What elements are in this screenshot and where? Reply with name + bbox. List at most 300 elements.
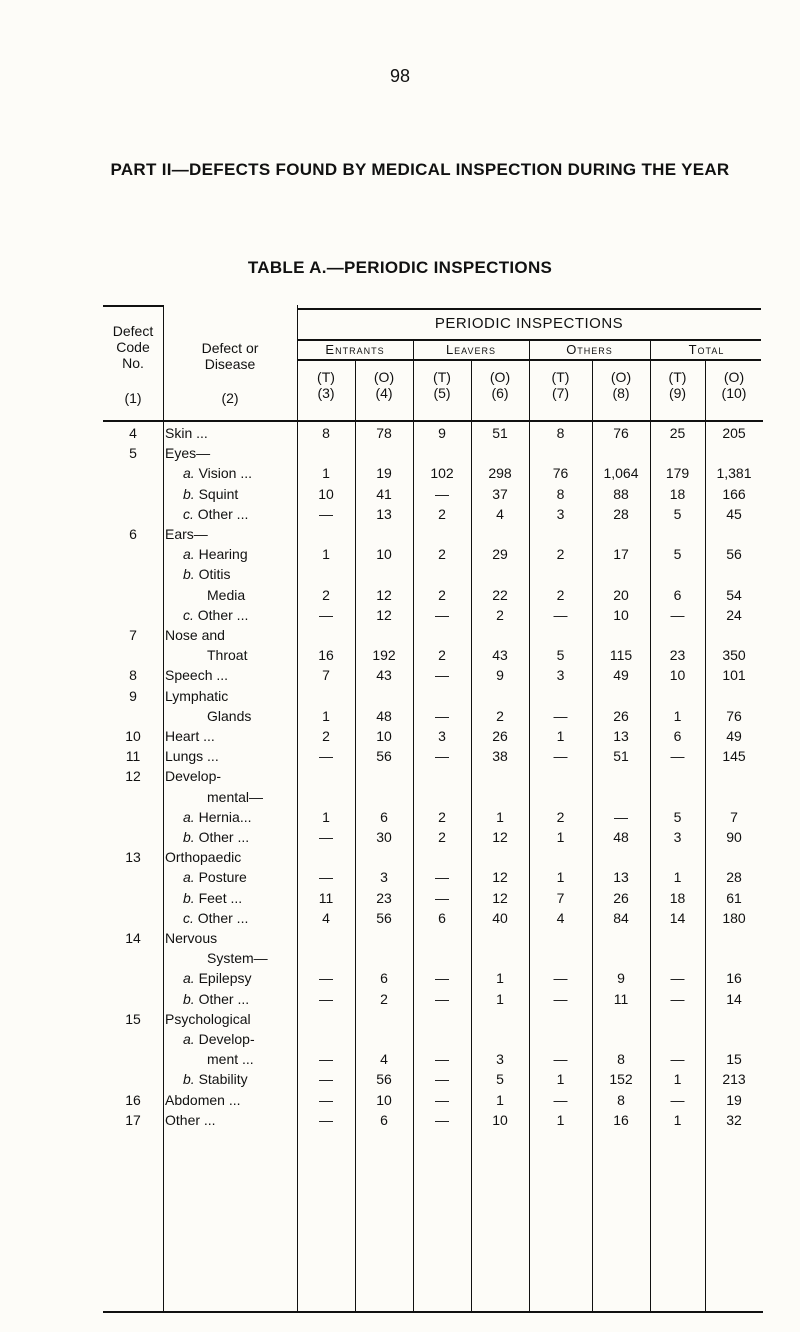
row-value: 9 [438,425,446,441]
row-defect [183,888,242,908]
row-defect-label: Nose and [165,627,225,643]
row-value: 6 [380,808,388,825]
row-value: 43 [492,647,508,664]
rule-table-bottom [103,1311,763,1313]
row-value: 179 [665,465,690,482]
row-value: 3 [556,505,565,522]
row-subitem-letter: a. [183,808,195,825]
row-value: — [553,748,568,765]
row-value: — [319,505,333,522]
row-defect [207,706,251,726]
row-value: 56 [376,1071,392,1088]
row-value: — [435,667,449,684]
row-defect-label: Develop- [165,768,222,785]
row-value: — [435,485,449,502]
row-value: 8 [556,485,565,502]
row-value: 48 [376,707,392,724]
row-value: 16 [613,1111,629,1128]
row-value: 1 [496,970,504,987]
row-value: 12 [376,586,392,603]
header-code-num: (1) [124,390,142,406]
row-value: 22 [492,586,508,603]
row-value: 30 [376,829,392,845]
row-defect [207,585,245,605]
column-subheader: (O) (4) [373,369,395,401]
row-value: — [319,1111,333,1128]
row-value: 8 [322,425,330,441]
column-subheader: (T) (9) [668,369,687,401]
row-defect-label: Psychological [165,1010,251,1027]
row-value: 1,064 [603,465,639,482]
row-value: 5 [673,546,682,563]
row-value: 1 [556,728,565,744]
row-value: 4 [496,505,504,522]
header-defect: Defect or Disease [201,340,259,372]
row-code: 5 [129,445,137,462]
table-row [103,867,763,887]
row-value: 14 [726,990,742,1007]
row-defect-label: Nervous [165,930,218,946]
row-value: 76 [552,465,569,482]
row-defect [183,1029,255,1049]
table-row [103,605,763,625]
row-defect [183,1069,248,1089]
row-subitem-letter: c. [183,909,194,926]
row-defect [165,686,228,706]
row-value: 1 [556,1111,565,1128]
table-row [103,908,763,928]
row-value: 23 [669,647,686,664]
table-row [103,443,763,463]
row-value: 205 [722,425,746,441]
row-defect [183,564,230,584]
table-row [103,686,763,706]
row-value: 26 [613,707,629,724]
row-value: — [435,1091,449,1108]
row-defect-label: Media [207,586,246,603]
row-value: 43 [376,667,392,684]
row-subitem-letter: a. [183,546,195,563]
row-value: 145 [722,748,746,765]
row-value: 1 [496,808,504,825]
row-value: 90 [726,829,742,845]
row-value: — [319,990,333,1007]
row-value: 12 [376,606,392,623]
row-value: 8 [617,1051,625,1068]
row-defect [165,1090,241,1110]
table-row [103,484,763,504]
table-row [103,787,763,807]
column-subheader: (T) (5) [433,369,451,401]
table-row [103,827,763,847]
row-defect [183,989,249,1009]
row-value: — [435,970,449,987]
row-value: 5 [496,1071,504,1088]
row-value: — [435,1071,449,1088]
row-defect-label: Other ... [197,505,249,522]
row-value: 2 [438,808,446,825]
row-defect [165,847,241,867]
row-value: 26 [613,889,629,906]
row-defect-label: Other ... [197,606,249,623]
row-value: — [319,1071,333,1088]
row-value: 1 [322,707,330,724]
row-defect-label: Hernia... [198,808,252,825]
row-value: 2 [438,586,446,603]
row-value: 3 [673,829,682,845]
row-code: 4 [129,425,137,441]
row-subitem-letter: c. [183,606,194,623]
table-row [103,645,763,665]
row-defect-label: System— [207,950,268,967]
row-value: 6 [673,586,682,603]
row-value: 10 [669,667,686,684]
row-value: 2 [496,707,504,724]
row-value: — [319,829,333,845]
row-value: 192 [372,647,396,664]
row-defect-label: Stability [198,1071,248,1088]
row-defect [207,948,268,968]
row-value: 56 [376,748,392,765]
row-value: — [319,748,333,765]
row-value: — [670,1051,685,1068]
row-code: 9 [129,687,137,704]
row-value: 6 [380,970,388,987]
row-value: 2 [322,728,330,744]
row-value: — [435,1051,449,1068]
row-value: 24 [726,606,742,623]
row-value: — [553,970,568,987]
row-value: 14 [669,909,686,926]
row-value: 51 [613,748,629,765]
row-value: 45 [726,505,742,522]
row-value: 101 [722,667,746,684]
table-row [103,948,763,968]
row-subitem-letter: b. [183,829,195,845]
row-value: 6 [673,728,682,744]
row-value: 1 [556,869,565,886]
row-defect [183,807,252,827]
row-defect-label: mental— [207,788,264,805]
row-subitem-letter: a. [183,869,195,886]
row-code: 13 [125,849,141,866]
row-subitem-letter: b. [183,1071,195,1088]
row-defect [183,463,252,483]
row-value: 49 [726,728,742,744]
row-value: 8 [617,1091,625,1108]
row-value: — [670,606,685,623]
row-defect-label: Otitis [198,566,231,583]
table-row [103,625,763,645]
row-value: 1,381 [716,465,752,482]
row-defect-label: Feet ... [198,889,243,906]
row-value: 18 [669,485,686,502]
row-value: 1 [322,465,330,482]
row-defect-label: Ears— [165,526,208,542]
table-row [103,766,763,786]
row-defect-label: Speech ... [165,667,229,684]
row-value: 37 [492,485,508,502]
row-value: — [319,1091,333,1108]
row-value: 13 [376,505,392,522]
row-value: 2 [556,808,565,825]
header-code: Defect Code No. [112,323,154,371]
row-code: 14 [125,930,141,946]
table-row [103,726,763,746]
row-defect-label: Skin ... [165,425,208,441]
row-value: 3 [438,728,446,744]
row-value: 23 [376,889,392,906]
row-code: 16 [125,1091,141,1108]
row-defect-label: Throat [207,647,248,664]
row-value: — [670,970,685,987]
row-value: 1 [556,829,565,845]
row-value: 1 [673,1071,682,1088]
row-value: 3 [380,869,388,886]
row-value: 7 [322,667,330,684]
row-value: 51 [492,425,508,441]
row-value: 2 [438,546,446,563]
row-value: 4 [322,909,330,926]
row-value: 40 [492,909,508,926]
header-group: PERIODIC INSPECTIONS [434,315,624,332]
rule-top-code [103,305,163,307]
row-code: 15 [125,1010,141,1027]
row-defect-label: Orthopaedic [165,849,242,866]
row-defect-label: Hearing [198,546,248,563]
row-value: 1 [673,707,682,724]
table-row [103,423,763,443]
row-value: 19 [376,465,392,482]
row-value: 3 [556,667,565,684]
table-row [103,888,763,908]
row-value: 26 [492,728,508,744]
row-value: 1 [556,1071,565,1088]
row-defect [165,766,221,786]
row-value: 28 [613,505,629,522]
row-defect-label: ment ... [207,1051,254,1068]
row-value: 41 [376,485,392,502]
row-defect-label: Squint [198,485,239,502]
row-defect-label: Epilepsy [198,970,252,987]
table-row [103,1090,763,1110]
row-defect [165,1009,251,1029]
table-row [103,463,763,483]
header-entrants: Entrants [325,342,385,357]
row-value: 10 [318,485,334,502]
row-value: 84 [613,909,629,926]
table-row [103,1009,763,1029]
row-value: — [435,707,449,724]
part-title: PART II—DEFECTS FOUND BY MEDICAL INSPECTION DURING THE YEAR [110,160,730,179]
row-defect-label: Abdomen ... [165,1091,241,1108]
row-defect [183,867,247,887]
row-value: 102 [430,465,454,482]
row-defect [207,1049,254,1069]
row-value: — [435,990,449,1007]
table-row [103,504,763,524]
row-value: 11 [318,889,334,906]
row-value: 11 [613,990,629,1007]
row-value: 12 [492,869,508,886]
row-defect [183,504,248,524]
row-defect [183,968,252,988]
row-value: — [319,970,333,987]
table-row [103,807,763,827]
row-value: 20 [613,586,629,603]
row-value: 213 [722,1071,746,1088]
header-leavers: Leavers [445,342,497,357]
column-subheader: (T) (3) [317,369,335,401]
row-value: 1 [496,1091,504,1108]
row-value: — [319,869,333,886]
header-total: Total [688,342,725,357]
row-value: 298 [488,465,512,482]
row-defect-label: Lungs ... [165,748,219,765]
table-row [103,1110,763,1130]
row-value: 29 [492,546,508,563]
row-subitem-letter: b. [183,485,195,502]
row-defect [183,605,248,625]
row-value: 7 [556,889,565,906]
row-value: 2 [380,990,388,1007]
row-code: 7 [129,627,137,643]
row-defect-label: Other ... [198,990,250,1007]
row-value: 12 [492,829,508,845]
row-value: 13 [613,728,629,744]
table-row [103,847,763,867]
row-value: 61 [726,889,742,906]
table-row [103,1049,763,1069]
row-value: 350 [722,647,746,664]
row-value: 10 [492,1111,508,1128]
row-value: 56 [376,909,392,926]
row-defect-label: Develop- [198,1031,255,1047]
row-defect [183,484,238,504]
row-value: 9 [617,970,625,987]
row-subitem-letter: a. [183,1031,195,1047]
row-value: 19 [726,1091,742,1108]
row-value: 8 [556,425,565,441]
row-value: 5 [673,808,682,825]
row-value: 1 [496,990,504,1007]
header-others: Others [566,342,613,357]
row-value: 9 [496,667,504,684]
row-value: 4 [556,909,565,926]
row-value: 6 [438,909,446,926]
row-defect-label: Eyes— [165,445,211,462]
row-value: 88 [613,485,629,502]
row-value: 10 [376,1091,392,1108]
row-defect [165,928,217,948]
row-code: 17 [125,1111,141,1128]
row-defect [165,746,219,766]
table-row [103,928,763,948]
row-value: 2 [438,647,446,664]
row-value: 16 [726,970,742,987]
row-value: 2 [438,829,446,845]
table-row [103,524,763,544]
table-row [103,706,763,726]
row-value: — [435,1111,449,1128]
row-value: 13 [613,869,629,886]
row-value: 2 [438,505,446,522]
row-value: 5 [673,505,682,522]
row-defect [165,423,208,443]
row-value: 166 [722,485,746,502]
row-value: — [553,1051,568,1068]
row-value: 2 [556,586,565,603]
row-defect [207,787,263,807]
row-value: 17 [613,546,629,563]
row-value: — [553,990,568,1007]
row-subitem-letter: c. [183,505,194,522]
row-value: 1 [322,546,330,563]
row-value: — [670,990,685,1007]
row-value: 25 [669,425,686,441]
row-defect [183,908,248,928]
page-number: 98 [389,66,411,86]
row-value: — [319,606,333,623]
row-value: — [670,1091,685,1108]
row-defect [183,827,249,847]
table-row [103,1029,763,1049]
row-value: — [614,808,628,825]
row-value: — [553,606,568,623]
row-defect [165,726,215,746]
row-value: — [553,1091,568,1108]
row-defect-label: Other ... [197,909,249,926]
row-value: 48 [613,829,629,845]
table-row [103,746,763,766]
row-value: — [435,869,449,886]
row-defect [165,524,208,544]
row-value: — [435,889,449,906]
row-value: 2 [496,606,504,623]
row-value: — [435,606,449,623]
row-value: 5 [556,647,565,664]
row-value: 16 [318,647,334,664]
table-row [103,665,763,685]
row-defect-label: Lymphatic [165,687,229,704]
row-defect-label: Heart ... [165,728,215,744]
row-value: 152 [609,1071,633,1088]
table-row [103,968,763,988]
row-value: 7 [730,808,738,825]
row-defect [207,645,247,665]
row-value: 115 [609,647,633,664]
rule-header-bottom [103,420,763,422]
row-value: 6 [380,1111,388,1128]
table-row [103,544,763,564]
column-subheader: (O) (8) [610,369,632,401]
row-code: 8 [129,667,137,684]
row-value: 1 [673,1111,682,1128]
row-defect [165,1110,216,1130]
row-defect-label: Glands [207,707,252,724]
row-value: 78 [376,425,392,441]
row-value: 2 [322,586,330,603]
row-value: 28 [726,869,742,886]
row-value: 2 [556,546,565,563]
row-value: — [435,748,449,765]
row-value: 10 [376,546,392,563]
row-value: 18 [669,889,686,906]
column-subheader: (O) (6) [489,369,511,401]
row-code: 10 [125,728,141,744]
row-value: 12 [492,889,508,906]
row-defect-label: Other ... [165,1111,216,1128]
